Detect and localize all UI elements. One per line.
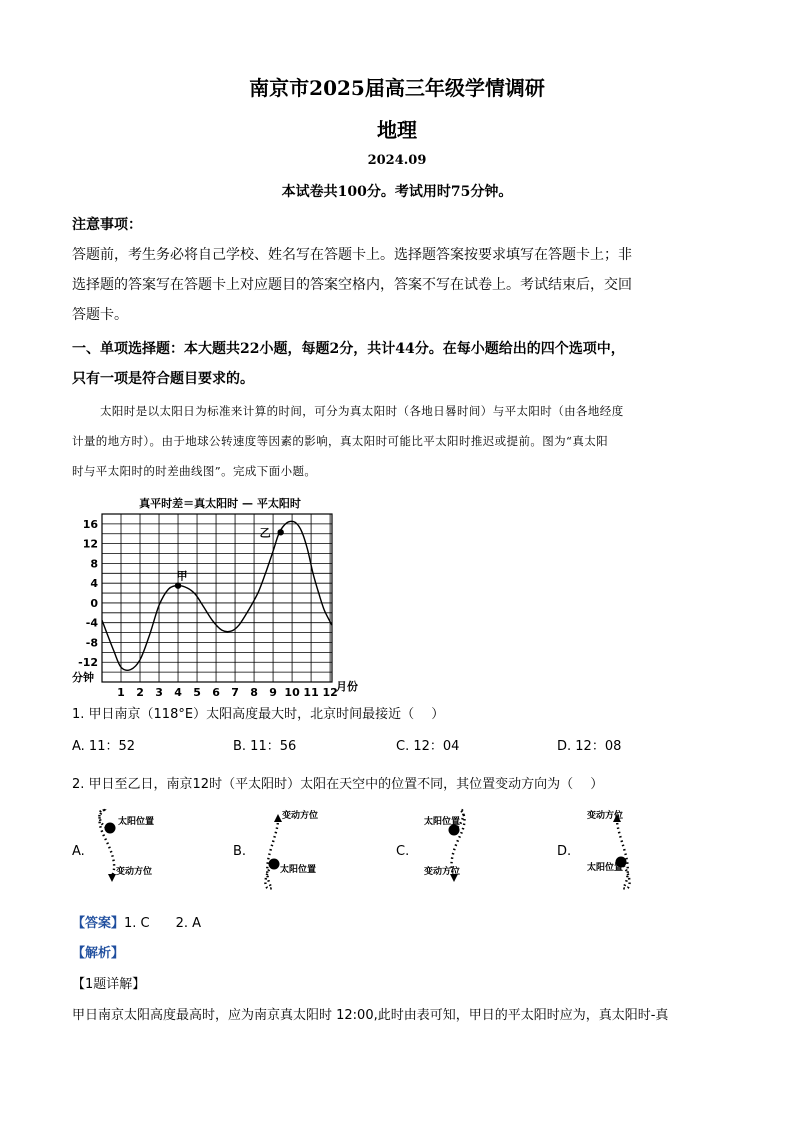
question-2-option-d-diagram[interactable]: [583, 804, 653, 896]
y-tick-label: 8: [90, 557, 98, 571]
question-1-option-c[interactable]: C. 12：04: [396, 739, 460, 754]
question-2-option-d-letter[interactable]: D.: [557, 844, 572, 859]
sun-position-label: 太阳位置: [280, 865, 317, 875]
exam-info: 本试卷共100分。考试用时75分钟。: [281, 184, 513, 200]
x-tick-label: 9: [269, 686, 277, 697]
intro-line: 时与平太阳时的时差曲线图”。完成下面小题。: [72, 464, 317, 478]
x-tick-label: 7: [231, 686, 239, 697]
sun-position-label: 太阳位置: [118, 817, 155, 827]
question-1-stem: 1. 甲日南京（118°E）太阳高度最大时，北京时间最接近（ ）: [72, 707, 445, 722]
x-axis-label: 月份: [336, 680, 358, 693]
sun-icon: [269, 859, 280, 870]
section-heading: 一、单项选择题：本大题共22小题，每题2分，共计44分。在每小题给出的四个选项中，: [72, 341, 625, 357]
exam-date: 2024.09: [367, 153, 427, 168]
chart-title: 真平时差＝真太阳时 — 平太阳时: [139, 497, 301, 510]
notice-line: 选择题的答案写在答题卡上对应题目的答案空格内，答案不写在试卷上。考试结束后，交回: [72, 277, 632, 293]
answer-label: 【答案】: [72, 916, 125, 931]
section-heading: 只有一项是符合题目要求的。: [72, 371, 254, 387]
exam-title: 南京市2025届高三年级学情调研: [249, 76, 545, 100]
detail-heading: 【1题详解】: [72, 977, 146, 992]
sun-position-label: 太阳位置: [424, 817, 461, 827]
chart-grid: [102, 514, 332, 682]
analysis-label: 【解析】: [72, 946, 125, 961]
x-tick-label: 1: [117, 686, 125, 697]
plot-frame: [102, 514, 332, 682]
intro-line: 太阳时是以太阳日为标准来计算的时间，可分为真太阳时（各地日晷时间）与平太阳时（由各地经度: [100, 404, 624, 418]
chart-point-label: 甲: [176, 569, 188, 583]
notice-heading: 注意事项：: [72, 217, 142, 233]
question-1-option-a[interactable]: A. 11：52: [72, 739, 136, 754]
question-2-option-a-letter[interactable]: A.: [72, 844, 85, 859]
x-tick-label: 10: [284, 686, 300, 697]
question-2-stem: 2. 甲日至乙日，南京12时（平太阳时）太阳在天空中的位置不同，其位置变动方向为（ ）: [72, 777, 604, 792]
question-2-option-c-letter[interactable]: C.: [396, 844, 410, 859]
move-direction-label: 变动方位: [116, 867, 153, 877]
x-tick-label: 8: [250, 686, 258, 697]
y-tick-label: 16: [82, 517, 98, 531]
y-tick-label: -12: [78, 656, 98, 670]
y-axis-label: 分钟: [72, 671, 94, 684]
x-tick-label: 12: [322, 686, 338, 697]
x-tick-label: 5: [193, 686, 201, 697]
y-tick-label: 12: [82, 537, 98, 551]
answer-text: 1. C 2. A: [124, 916, 202, 931]
x-tick-label: 3: [155, 686, 163, 697]
question-2-option-b-diagram[interactable]: [250, 804, 320, 896]
chart-point-jia: [175, 582, 181, 588]
answer-row: [72, 912, 201, 931]
subject-title: 地理: [377, 118, 417, 142]
move-direction-label: 变动方位: [587, 811, 624, 821]
y-tick-label: -8: [85, 636, 98, 650]
chart-point-yi: [277, 529, 283, 535]
x-tick-label: 2: [136, 686, 144, 697]
question-2-option-b-letter[interactable]: B.: [233, 844, 247, 859]
question-2-option-a-diagram[interactable]: [88, 804, 158, 896]
x-tick-label: 4: [174, 686, 182, 697]
time-difference-chart: [70, 492, 370, 697]
question-2-option-c-diagram[interactable]: [420, 804, 490, 896]
sun-icon: [105, 823, 116, 834]
detail-text: 甲日南京太阳高度最高时，应为南京真太阳时 12:00,此时由表可知，甲日的平太阳时应为，真太阳时-真: [72, 1008, 669, 1023]
intro-line: 计量的地方时）。由于地球公转速度等因素的影响，真太阳时可能比平太阳时推迟或提前。图为“真太阳: [72, 434, 609, 448]
x-tick-label: 6: [212, 686, 220, 697]
notice-line: 答题前，考生务必将自己学校、姓名写在答题卡上。选择题答案按要求填写在答题卡上；非: [72, 247, 632, 263]
notice-line: 答题卡。: [72, 307, 128, 323]
sun-position-label: 太阳位置: [587, 863, 624, 873]
y-tick-label: -4: [85, 616, 98, 630]
chart-point-label: 乙: [259, 526, 271, 540]
y-tick-label: 0: [90, 596, 98, 610]
question-1-option-d[interactable]: D. 12：08: [557, 739, 622, 754]
move-direction-label: 变动方位: [282, 811, 319, 821]
x-tick-label: 11: [303, 686, 319, 697]
y-tick-label: 4: [90, 577, 98, 591]
move-direction-label: 变动方位: [424, 867, 461, 877]
question-1-option-b[interactable]: B. 11：56: [233, 739, 297, 754]
